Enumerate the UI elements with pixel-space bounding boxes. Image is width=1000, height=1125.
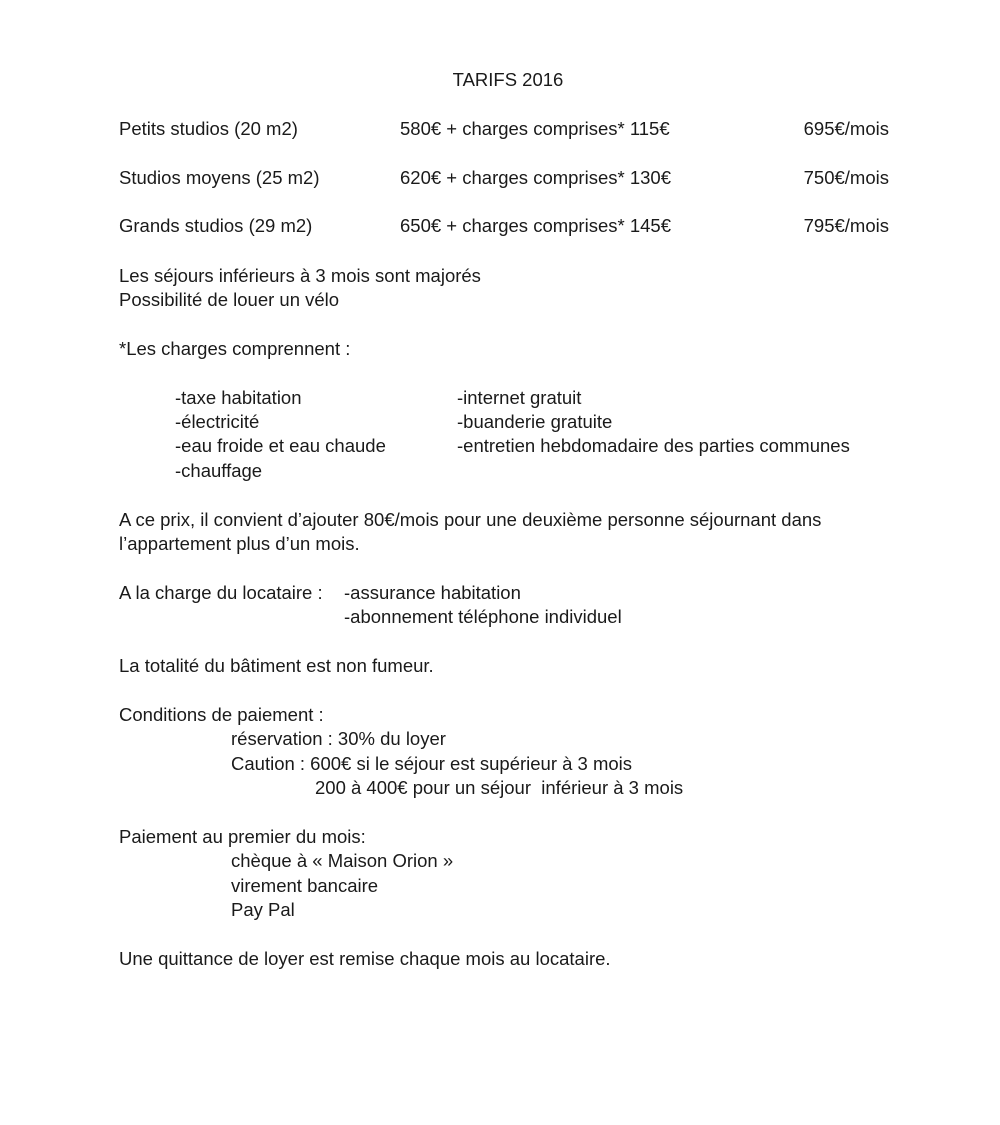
payment-method-item: chèque à « Maison Orion »: [231, 850, 454, 871]
price-total: 695€/mois: [803, 118, 889, 139]
price-detail: 580€ + charges comprises* 115€: [400, 118, 670, 139]
price-row: [119, 215, 889, 239]
price-detail: 650€ + charges comprises* 145€: [400, 215, 671, 236]
non-smoking-text: La totalité du bâtiment est non fumeur.: [119, 655, 434, 676]
charge-item: -eau froide et eau chaude: [175, 435, 386, 456]
charge-item: -chauffage: [175, 460, 263, 481]
studio-type: Petits studios (20 m2): [119, 118, 298, 139]
charge-item: -taxe habitation: [175, 387, 302, 408]
charge-item: -internet gratuit: [457, 387, 582, 408]
price-detail: 620€ + charges comprises* 130€: [400, 167, 671, 188]
studio-type: Studios moyens (25 m2): [119, 167, 320, 188]
charge-item: -entretien hebdomadaire des parties communes: [457, 435, 850, 456]
reservation-text: réservation : 30% du loyer: [231, 728, 446, 749]
note-line: Les séjours inférieurs à 3 mois sont majorés: [119, 265, 481, 286]
price-total: 750€/mois: [803, 167, 889, 188]
caution-text: 200 à 400€ pour un séjour inférieur à 3 mois: [315, 777, 684, 798]
charge-item: -électricité: [175, 411, 260, 432]
second-person-text: A ce prix, il convient d’ajouter 80€/mois pour une deuxième personne séjournant dans: [119, 509, 822, 530]
charge-item: -buanderie gratuite: [457, 411, 613, 432]
price-row: [119, 167, 889, 191]
page-title: TARIFS 2016: [452, 69, 564, 90]
payment-method-item: Pay Pal: [231, 899, 295, 920]
price-total: 795€/mois: [803, 215, 889, 236]
note-line: Possibilité de louer un vélo: [119, 289, 340, 310]
payment-conditions-heading: Conditions de paiement :: [119, 704, 324, 725]
caution-text: Caution : 600€ si le séjour est supérieur à 3 mois: [231, 753, 633, 774]
payment-method-item: virement bancaire: [231, 875, 379, 896]
tenant-item: -assurance habitation: [344, 582, 521, 603]
payment-methods-heading: Paiement au premier du mois:: [119, 826, 366, 847]
price-row: [119, 118, 889, 142]
second-person-text: l’appartement plus d’un mois.: [119, 533, 360, 554]
tenant-item: -abonnement téléphone individuel: [344, 606, 622, 627]
charges-heading: *Les charges comprennent :: [119, 338, 351, 359]
studio-type: Grands studios (29 m2): [119, 215, 313, 236]
tenant-label: A la charge du locataire :: [119, 582, 323, 603]
receipt-text: Une quittance de loyer est remise chaque mois au locataire.: [119, 948, 611, 969]
